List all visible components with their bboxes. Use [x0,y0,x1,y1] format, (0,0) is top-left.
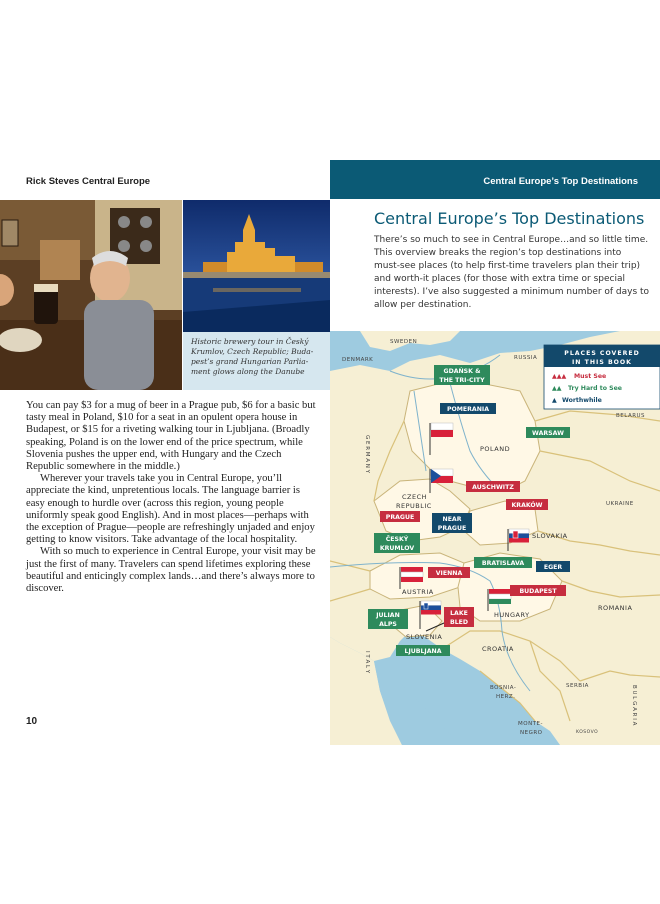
running-head-left: Rick Steves Central Europe [26,176,151,187]
legend-title-2: IN THIS BOOK [572,359,632,366]
body-text [26,400,318,595]
label-belarus: BELARUS [616,413,646,419]
label-russia: RUSSIA [514,355,538,361]
tag-lake-bled-line-1: LAKE [450,610,468,617]
must-see-icon: ▲▲▲ [552,373,567,380]
label-bulgaria: B U L G A R I A [631,685,637,726]
caption-line-3: pest’s grand Hungarian Parlia- [191,357,309,366]
tag-vienna-label: VIENNA [435,570,463,577]
tag-ljubljana-label: LJUBLJANA [404,648,442,655]
tag-prague-label: PRAGUE [385,514,415,521]
legend-try-hard: Try Hard to See [568,385,622,392]
legend-worthwhile: Worthwhile [562,397,602,404]
try-hard-icon: ▲▲ [552,385,562,392]
label-germany: G E R M A N Y [364,435,370,474]
label-bosnia-1: BOSNIA- [490,685,517,691]
tag-cesky-line-2: KRUMLOV [379,545,415,552]
label-italy: I T A L Y [364,651,370,674]
label-romania: ROMANIA [598,604,633,612]
running-head-right: Central Europe’s Top Destinations [483,176,638,187]
worthwhile-icon: ▲ [552,397,557,404]
label-hungary: HUNGARY [494,611,530,619]
label-sweden: SWEDEN [390,339,418,345]
label-montenegro-1: MONTE- [518,721,544,727]
intro-text: There’s so much to see in Central Europe…and so little time. This overview breaks the region’s top destinations into must-see places (to help first-time travelers plan their trip) and worth-it places (for those with extra time or special interests). I’ve also suggested a minimum number of days to allow per destination. [374,235,650,310]
brewery-photo [0,200,182,390]
label-austria: AUSTRIA [402,588,434,596]
label-ukraine: UKRAINE [606,501,634,507]
legend-title-1: PLACES COVERED [564,350,640,357]
label-croatia: CROATIA [482,645,514,653]
budapest-parliament-photo [183,200,330,332]
tag-cesky-line-1: ČESKÝ [385,536,409,543]
label-czech-1: CZECH [402,493,428,501]
label-slovakia: SLOVAKIA [532,532,568,540]
tag-julian-line-1: JULIAN [376,612,400,619]
caption-line-1: Historic brewery tour in Český [191,337,309,346]
tag-budapest-label: BUDAPEST [519,588,557,595]
tag-julian-line-2: ALPS [379,621,397,628]
page-title: Central Europe’s Top Destinations [374,209,645,228]
page-number: 10 [26,716,38,727]
photo-caption [183,332,330,390]
tag-eger-label: EGER [543,564,563,571]
label-kosovo: KOSOVO [576,730,599,735]
caption-line-4: ment glows along the Danube [191,367,305,376]
caption-line-2: Krumlov, Czech Republic; Buda- [191,347,314,356]
right-page [330,0,660,904]
tag-pomerania-label: POMERANIA [446,406,490,413]
tag-auschwitz-label: AUSCHWITZ [472,484,514,491]
legend-must-see: Must See [574,373,607,380]
label-czech-2: REPUBLIC [396,502,432,510]
paragraph: With so much to experience in Central Europe, your visit may be just the first of many. Travelers can spend lifetimes exploring these beautiful and enticingly complex lands…and there’s always more to discover. [26,546,316,595]
tag-lake-bled-line-2: BLED [449,619,469,626]
central-europe-map [330,331,660,745]
tag-krakow-label: KRAKÓW [511,502,543,509]
label-montenegro-2: NEGRO [520,730,543,736]
tag-near-prague-line-1: NEAR [442,516,462,523]
label-denmark: DENMARK [342,357,374,363]
tag-gdansk-line-1: GDAŃSK & [443,368,481,375]
tag-near-prague-line-2: PRAGUE [437,525,467,532]
label-poland: POLAND [480,445,511,453]
paragraph: Wherever your travels take you in Central Europe, you’ll appreciate the kind, unpretentious locals. The language barrier is easy enough to hurdle over (across this region, young people uniformly speak good English). And in most places—perhaps with the exception of Prague—people are refreshingly unjaded and enjoy getting to know visitors. Take advantage of the local hospitality. [26,473,315,546]
label-slovenia: SLOVENIA [406,633,443,641]
tag-bratislava-label: BRATISLAVA [481,560,525,567]
map-legend [544,345,660,409]
label-bosnia-2: HERZ. [496,694,516,700]
tag-warsaw-label: WARSAW [532,430,564,437]
paragraph: You can pay $3 for a mug of beer in a Prague pub, $6 for a basic but tasty meal in Poland, $10 for a seat in an opulent opera house in Budapest, or $15 for a riveting walking tour in Ljubljana. (Broadly speaking, Poland is on the lower end of the price spectrum, while Slovenia pushes the upper end, with Hungary and the Czech Republic somewhere in the middle.) [26,400,316,473]
tag-gdansk-line-2: THE TRI-CITY [439,377,485,384]
label-serbia: SERBIA [566,683,589,689]
